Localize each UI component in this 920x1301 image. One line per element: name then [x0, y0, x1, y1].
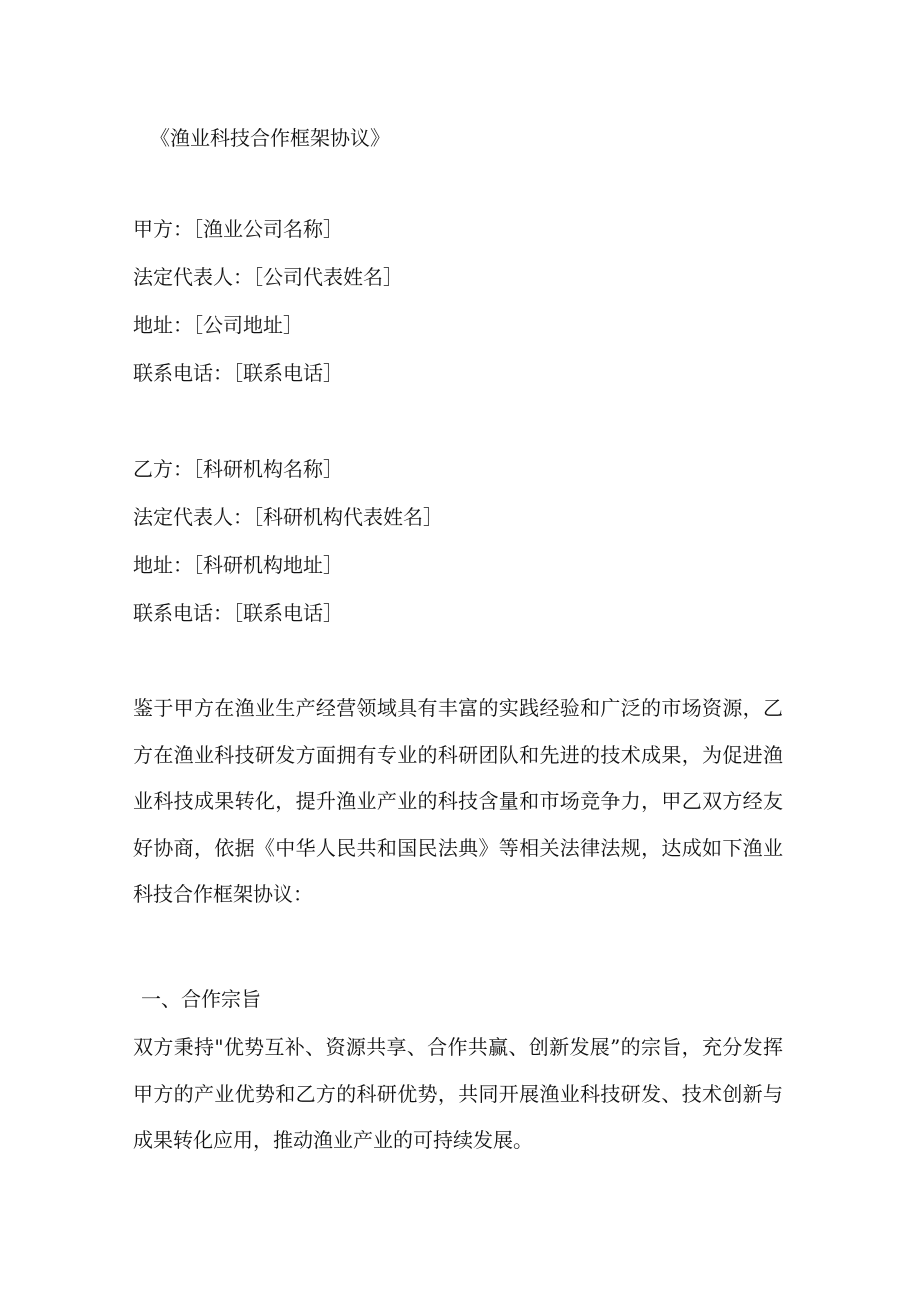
party-b-phone: 联系电话：［联系电话］: [133, 601, 343, 625]
preamble-paragraph: 鉴于甲方在渔业生产经营领域具有丰富的实践经验和广泛的市场资源，乙方在渔业科技研发方面拥有专业的科研团队和先进的技术成果，为促进渔业科技成果转化，提升渔业产业的科技含量和市场竞争力，甲乙双方经友好协商，依据《中华人民共和国民法典》等相关法律法规，达成如下渔业科技合作框架协议：: [133, 696, 783, 906]
party-a-representative: 法定代表人：［公司代表姓名］: [133, 265, 403, 289]
party-b-address: 地址：［科研机构地址］: [133, 553, 343, 577]
party-a-name: 甲方：［渔业公司名称］: [133, 217, 343, 241]
party-b-representative: 法定代表人：［科研机构代表姓名］: [133, 505, 443, 529]
document-title: 《渔业科技合作框架协议》: [150, 126, 390, 150]
section-1-heading: 一、合作宗旨: [141, 987, 261, 1011]
party-b-name: 乙方：［科研机构名称］: [133, 457, 343, 481]
party-a-phone: 联系电话：［联系电话］: [133, 361, 343, 385]
party-a-address: 地址：［公司地址］: [133, 313, 303, 337]
section-1-body: 双方秉持"优势互补、资源共享、合作共赢、创新发展”的宗旨，充分发挥甲方的产业优势和乙方的科研优势，共同开展渔业科技研发、技术创新与成果转化应用，推动渔业产业的可持续发展。: [133, 1035, 783, 1152]
